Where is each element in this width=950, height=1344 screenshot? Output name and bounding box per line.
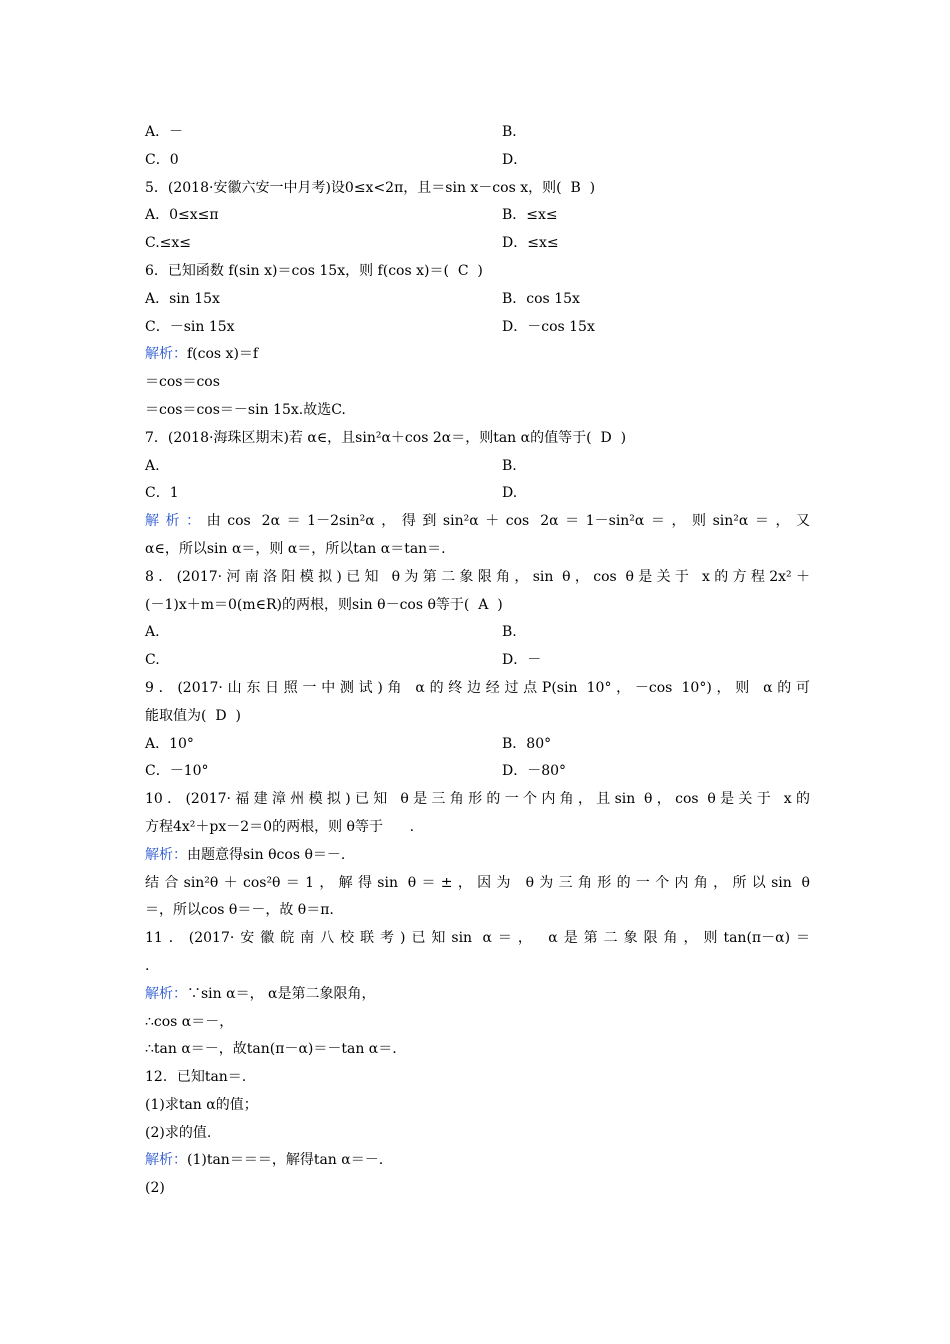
option-row bbox=[145, 147, 810, 175]
solution-label: 解析： bbox=[145, 985, 187, 1002]
option-row bbox=[145, 453, 810, 481]
option-right: B．≤x≤ bbox=[502, 207, 558, 224]
solution-label: 解析： bbox=[145, 346, 187, 363]
text-line: (－1)x＋m＝0(m∈R)的两根，则sin θ－cos θ等于( A ) bbox=[145, 596, 503, 613]
option-left: C. bbox=[145, 652, 160, 669]
option-row bbox=[145, 647, 810, 675]
solution-line bbox=[145, 341, 810, 369]
text-line: . bbox=[145, 957, 150, 974]
option-row bbox=[145, 286, 810, 314]
option-right: B．80° bbox=[502, 735, 552, 752]
option-right: D．－ bbox=[502, 652, 542, 669]
text-line: (2) bbox=[145, 1180, 165, 1197]
option-right: D. bbox=[502, 485, 518, 502]
text-line: 9．(2017·山东日照一中测试)角 α的终边经过点P(sin 10°，－cos 10°)，则 α的可 bbox=[145, 679, 810, 696]
option-right: D．－80° bbox=[502, 763, 567, 780]
solution-label: 解析： bbox=[145, 846, 187, 863]
text-line: 10．(2017·福建漳州模拟)已知 θ是三角形的一个内角，且sin θ，cos θ是关于 x的 bbox=[145, 791, 810, 808]
option-left: A．0≤x≤π bbox=[145, 207, 219, 224]
solution-text: 由题意得sin θcos θ＝－. bbox=[187, 846, 346, 863]
text-line: (2)求的值. bbox=[145, 1124, 212, 1141]
option-right: D． bbox=[502, 151, 528, 168]
solution-line bbox=[145, 1147, 810, 1175]
solution-text: 由cos 2α＝1－2sin²α，得到sin²α＋cos 2α＝1－sin²α＝，则sin²α＝，又 bbox=[206, 513, 811, 530]
text-line: 11．(2017·安徽皖南八校联考)已知sin α＝， α是第二象限角，则tan(π－α)＝ bbox=[145, 930, 810, 947]
text-line: (1)求tan α的值； bbox=[145, 1096, 258, 1113]
text-line: 8．(2017·河南洛阳模拟)已知 θ为第二象限角，sin θ，cos θ是关于 x的方程2x²＋ bbox=[145, 568, 810, 585]
option-left: C．－sin 15x bbox=[145, 318, 235, 335]
text-line: 6．已知函数 f(sin x)＝cos 15x，则 f(cos x)＝( C ) bbox=[145, 262, 483, 279]
text-line: 方程4x²＋px－2＝0的两根，则 θ等于 . bbox=[145, 818, 415, 835]
text-line: ∴cos α＝－， bbox=[145, 1013, 234, 1030]
solution-text: (1)tan＝＝＝，解得tan α＝－. bbox=[187, 1152, 384, 1169]
solution-text: ∵sin α＝， α是第二象限角， bbox=[187, 985, 376, 1002]
text-line: ＝cos＝cos bbox=[145, 374, 220, 391]
option-row bbox=[145, 314, 810, 342]
option-left: C.≤x≤ bbox=[145, 235, 192, 252]
option-left: C．－10° bbox=[145, 763, 209, 780]
option-right: B. bbox=[502, 457, 517, 474]
text-line: 7．(2018·海珠区期末)若 α∈，且sin²α＋cos 2α＝，则tan α的值等于( D ) bbox=[145, 429, 627, 446]
option-left: A．－ bbox=[145, 124, 184, 140]
option-left: A. bbox=[145, 457, 160, 474]
option-right: B． bbox=[502, 124, 527, 140]
solution-label: 解析： bbox=[145, 1152, 187, 1169]
option-left: A．10° bbox=[145, 735, 194, 752]
solution-line bbox=[145, 508, 810, 536]
text-line: ＝，所以cos θ＝－，故 θ＝π. bbox=[145, 902, 334, 919]
text-line: α∈，所以sin α＝，则 α＝，所以tan α＝tan＝. bbox=[145, 540, 446, 557]
option-row bbox=[145, 619, 810, 647]
option-row bbox=[145, 731, 810, 759]
option-left: C．0 bbox=[145, 151, 179, 168]
option-right: B．cos 15x bbox=[502, 290, 580, 307]
text-line: 能取值为( D ) bbox=[145, 707, 241, 724]
option-right: D．－cos 15x bbox=[502, 318, 595, 335]
text-line: 12．已知tan＝. bbox=[145, 1069, 247, 1086]
text-line: 5．(2018·安徽六安一中月考)设0≤x<2π，且＝sin x－cos x，则( B ) bbox=[145, 179, 596, 196]
option-row bbox=[145, 480, 810, 508]
option-left: A. bbox=[145, 624, 160, 641]
option-right: D．≤x≤ bbox=[502, 235, 559, 252]
solution-label: 解析： bbox=[145, 513, 207, 530]
option-row bbox=[145, 230, 810, 258]
text-line: ＝cos＝cos＝－sin 15x.故选C. bbox=[145, 401, 346, 418]
text-line: ∴tan α＝－，故tan(π－α)＝－tan α＝. bbox=[145, 1041, 397, 1058]
solution-text: f(cos x)＝f bbox=[187, 346, 259, 363]
option-right: B. bbox=[502, 624, 517, 641]
solution-line bbox=[145, 842, 810, 870]
option-left: C．1 bbox=[145, 485, 179, 502]
option-left: A．sin 15x bbox=[145, 290, 220, 307]
option-row bbox=[145, 119, 810, 147]
option-row bbox=[145, 202, 810, 230]
solution-line bbox=[145, 981, 810, 1009]
option-row bbox=[145, 758, 810, 786]
document-page bbox=[145, 119, 810, 1203]
text-line: 结合sin²θ＋cos²θ＝1，解得sin θ＝±，因为 θ为三角形的一个内角，所以sin θ bbox=[145, 874, 810, 891]
